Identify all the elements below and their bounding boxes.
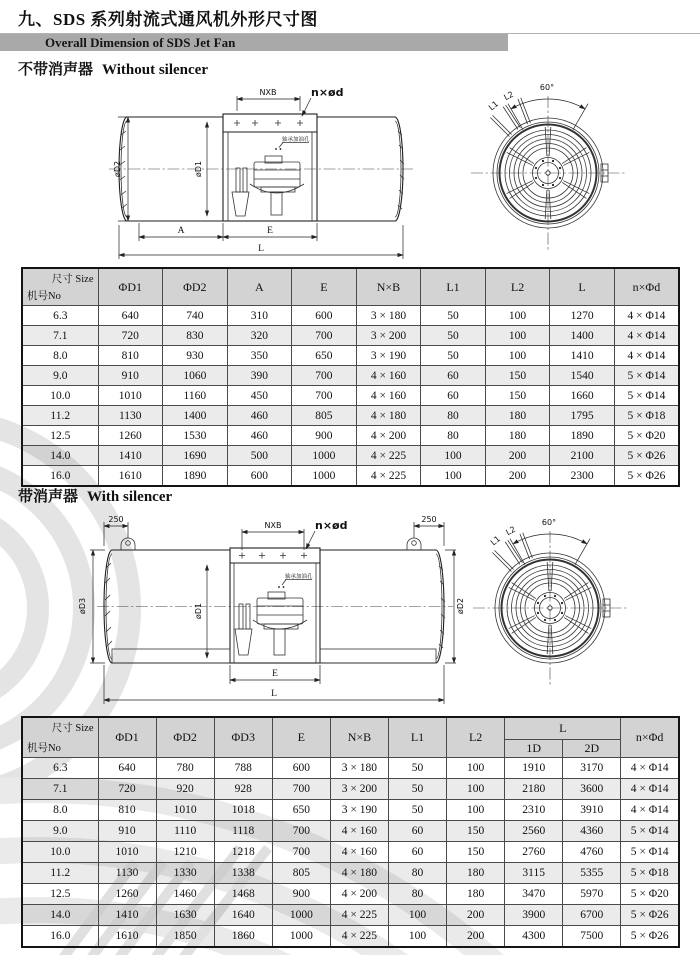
table-row bbox=[22, 842, 679, 863]
table-cell: 2310 bbox=[505, 800, 563, 821]
dim-label-l: L bbox=[271, 689, 277, 699]
table-cell: 460 bbox=[227, 426, 292, 446]
table-row bbox=[22, 863, 679, 884]
table-cell: 320 bbox=[227, 326, 292, 346]
table-cell: 1160 bbox=[163, 386, 228, 406]
table-cell: 3910 bbox=[563, 800, 621, 821]
table-cell: 4760 bbox=[563, 842, 621, 863]
table-cell: 5 × Φ18 bbox=[621, 863, 679, 884]
table-cell: 1890 bbox=[550, 426, 615, 446]
table-cell: 910 bbox=[98, 366, 163, 386]
column-header: n×Φd bbox=[614, 268, 679, 306]
table-cell: 80 bbox=[388, 863, 446, 884]
table-cell: 50 bbox=[388, 758, 446, 779]
table-cell: 5 × Φ14 bbox=[621, 821, 679, 842]
table-cell: 4 × 160 bbox=[356, 366, 421, 386]
dim-label-angle: 60° bbox=[539, 83, 555, 92]
flange-bolt-marks bbox=[234, 120, 303, 126]
flange-bolt-marks bbox=[239, 553, 307, 559]
table-cell: 650 bbox=[292, 346, 357, 366]
column-header-l-group: L bbox=[505, 717, 621, 740]
table-cell: 1910 bbox=[505, 758, 563, 779]
table-cell: 4 × Φ14 bbox=[614, 326, 679, 346]
table-row bbox=[22, 905, 679, 926]
table-cell: 460 bbox=[227, 406, 292, 426]
table-cell: 700 bbox=[272, 821, 330, 842]
table-cell: 80 bbox=[421, 406, 486, 426]
table-cell: 100 bbox=[485, 306, 550, 326]
table-cell: 4 × 180 bbox=[330, 863, 388, 884]
column-header: L bbox=[550, 268, 615, 306]
column-header: L1 bbox=[388, 717, 446, 758]
table-cell: 788 bbox=[214, 758, 272, 779]
table-cell: 1000 bbox=[292, 466, 357, 487]
dim-label-angle: 60° bbox=[541, 518, 557, 527]
table-cell: 11.2 bbox=[22, 863, 98, 884]
heading-zh: 不带消声器 bbox=[18, 62, 94, 78]
dim-label-phid2: øD2 bbox=[456, 597, 465, 615]
table-cell: 5 × Φ14 bbox=[614, 366, 679, 386]
dim-label-nxb: NXB bbox=[259, 88, 277, 97]
table-cell: 900 bbox=[292, 426, 357, 446]
table-cell: 5970 bbox=[563, 884, 621, 905]
table-cell: 930 bbox=[163, 346, 228, 366]
column-header: L2 bbox=[485, 268, 550, 306]
table-without-silencer bbox=[21, 267, 680, 487]
table-cell: 50 bbox=[421, 346, 486, 366]
table-cell: 4 × Φ14 bbox=[621, 779, 679, 800]
column-header: ΦD2 bbox=[156, 717, 214, 758]
table-cell: 2300 bbox=[550, 466, 615, 487]
table-cell: 5 × Φ26 bbox=[614, 466, 679, 487]
table-cell: 1795 bbox=[550, 406, 615, 426]
heading-zh: 带消声器 bbox=[18, 489, 79, 505]
side-view bbox=[97, 538, 453, 663]
table-cell: 180 bbox=[485, 406, 550, 426]
table-cell: 100 bbox=[447, 758, 505, 779]
front-view bbox=[473, 518, 627, 685]
table-cell: 920 bbox=[156, 779, 214, 800]
table-cell: 1640 bbox=[214, 905, 272, 926]
table-cell: 4 × 160 bbox=[356, 386, 421, 406]
table-cell: 910 bbox=[98, 821, 156, 842]
table-cell: 200 bbox=[447, 926, 505, 948]
table-cell: 12.5 bbox=[22, 884, 98, 905]
table-cell: 16.0 bbox=[22, 926, 98, 948]
corner-size-label: 尺寸 Size bbox=[51, 723, 94, 734]
table-cell: 3 × 200 bbox=[330, 779, 388, 800]
column-subheader-2d: 2D bbox=[563, 740, 621, 758]
table-row bbox=[22, 466, 679, 487]
table-cell: 1018 bbox=[214, 800, 272, 821]
table-cell: 450 bbox=[227, 386, 292, 406]
heading-en: With silencer bbox=[87, 489, 173, 505]
table-row bbox=[22, 779, 679, 800]
table-cell: 805 bbox=[272, 863, 330, 884]
table-cell: 1338 bbox=[214, 863, 272, 884]
table-cell: 7.1 bbox=[22, 326, 98, 346]
front-view bbox=[471, 83, 625, 250]
side-view-dimensions bbox=[113, 86, 403, 259]
column-header: E bbox=[292, 268, 357, 306]
table-cell: 1468 bbox=[214, 884, 272, 905]
table-cell: 1530 bbox=[163, 426, 228, 446]
table-cell: 1010 bbox=[98, 842, 156, 863]
table-cell: 1410 bbox=[98, 905, 156, 926]
table-cell: 16.0 bbox=[22, 466, 98, 487]
table-cell: 4 × 160 bbox=[330, 842, 388, 863]
table-row bbox=[22, 306, 679, 326]
table-cell: 5 × Φ20 bbox=[614, 426, 679, 446]
table-cell: 700 bbox=[272, 842, 330, 863]
table-row bbox=[22, 406, 679, 426]
table-cell: 4 × Φ14 bbox=[621, 758, 679, 779]
table-cell: 150 bbox=[485, 386, 550, 406]
table-cell: 180 bbox=[485, 426, 550, 446]
table-cell: 1610 bbox=[98, 466, 163, 487]
table-cell: 810 bbox=[98, 346, 163, 366]
table-cell: 700 bbox=[292, 366, 357, 386]
table-row bbox=[22, 326, 679, 346]
corner-no-label: 机号No bbox=[27, 291, 61, 302]
table-cell: 100 bbox=[421, 446, 486, 466]
table-corner-cell bbox=[22, 268, 98, 306]
table-cell: 100 bbox=[388, 926, 446, 948]
table-cell: 150 bbox=[485, 366, 550, 386]
table-cell: 4 × Φ14 bbox=[614, 306, 679, 326]
table-cell: 4 × 200 bbox=[356, 426, 421, 446]
table-corner-cell bbox=[22, 717, 98, 758]
table-cell: 2760 bbox=[505, 842, 563, 863]
table-cell: 700 bbox=[272, 779, 330, 800]
table-cell: 640 bbox=[98, 758, 156, 779]
dim-label-l1: L1 bbox=[489, 534, 503, 548]
table-cell: 100 bbox=[388, 905, 446, 926]
table-cell: 600 bbox=[227, 466, 292, 487]
table-cell: 1410 bbox=[550, 346, 615, 366]
dim-label-phid3: øD3 bbox=[78, 597, 87, 615]
column-header: A bbox=[227, 268, 292, 306]
table-cell: 10.0 bbox=[22, 842, 98, 863]
table-cell: 1000 bbox=[292, 446, 357, 466]
table-cell: 50 bbox=[388, 800, 446, 821]
table-cell: 60 bbox=[421, 366, 486, 386]
silencer-lining-right bbox=[320, 649, 436, 663]
table-cell: 8.0 bbox=[22, 346, 98, 366]
table-cell: 4 × Φ14 bbox=[614, 346, 679, 366]
table-cell: 720 bbox=[98, 779, 156, 800]
table-cell: 100 bbox=[485, 346, 550, 366]
bearing-oil-hole-label: 轴承加油孔 bbox=[285, 574, 313, 580]
table-cell: 3 × 180 bbox=[330, 758, 388, 779]
column-header: ΦD2 bbox=[163, 268, 228, 306]
table-cell: 700 bbox=[292, 386, 357, 406]
table-cell: 4 × 225 bbox=[356, 446, 421, 466]
bearing-oil-hole-label: 轴承加油孔 bbox=[282, 137, 310, 143]
heading-en: Without silencer bbox=[102, 62, 208, 78]
table-with-silencer bbox=[21, 716, 680, 948]
page-title: 九、SDS 系列射流式通风机外形尺寸图 bbox=[18, 10, 318, 29]
table-cell: 1000 bbox=[272, 926, 330, 948]
silencer-lining-left bbox=[112, 649, 230, 663]
table-cell: 3170 bbox=[563, 758, 621, 779]
table-row bbox=[22, 926, 679, 948]
table-row bbox=[22, 884, 679, 905]
table-cell: 200 bbox=[485, 466, 550, 487]
table-cell: 640 bbox=[98, 306, 163, 326]
table-cell: 4 × Φ14 bbox=[621, 800, 679, 821]
table-row bbox=[22, 386, 679, 406]
table-cell: 2560 bbox=[505, 821, 563, 842]
table-cell: 5 × Φ26 bbox=[621, 905, 679, 926]
english-banner: Overall Dimension of SDS Jet Fan bbox=[0, 34, 508, 51]
table-cell: 1860 bbox=[214, 926, 272, 948]
table-cell: 4 × 225 bbox=[330, 905, 388, 926]
table-row bbox=[22, 346, 679, 366]
dim-label-phid2: øD2 bbox=[113, 160, 122, 178]
table-cell: 4 × 160 bbox=[330, 821, 388, 842]
table-cell: 5 × Φ14 bbox=[621, 842, 679, 863]
table-cell: 1260 bbox=[98, 884, 156, 905]
table-cell: 3900 bbox=[505, 905, 563, 926]
column-header: N×B bbox=[356, 268, 421, 306]
table-cell: 50 bbox=[388, 779, 446, 800]
table-cell: 80 bbox=[388, 884, 446, 905]
table-cell: 4360 bbox=[563, 821, 621, 842]
table-cell: 1130 bbox=[98, 863, 156, 884]
corner-no-label: 机号No bbox=[27, 743, 61, 754]
table-cell: 11.2 bbox=[22, 406, 98, 426]
dim-label-lug-left: 250 bbox=[108, 515, 124, 524]
dim-label-e: E bbox=[272, 669, 278, 679]
table-cell: 3 × 180 bbox=[356, 306, 421, 326]
table-cell: 1110 bbox=[156, 821, 214, 842]
table-cell: 180 bbox=[447, 863, 505, 884]
bearing-oil-hole-callout bbox=[278, 572, 313, 588]
table-cell: 2180 bbox=[505, 779, 563, 800]
dim-label-phid1: øD1 bbox=[194, 602, 203, 620]
table-header-row bbox=[22, 268, 679, 306]
table-cell: 80 bbox=[421, 426, 486, 446]
table-cell: 1260 bbox=[98, 426, 163, 446]
table-cell: 3 × 190 bbox=[356, 346, 421, 366]
table-cell: 5 × Φ26 bbox=[621, 926, 679, 948]
dim-label-nxb: NXB bbox=[264, 521, 282, 530]
table-cell: 740 bbox=[163, 306, 228, 326]
column-header: ΦD1 bbox=[98, 717, 156, 758]
table-cell: 1690 bbox=[163, 446, 228, 466]
with-silencer-drawing bbox=[55, 508, 700, 708]
table-cell: 100 bbox=[421, 466, 486, 487]
table-header-row bbox=[22, 717, 679, 740]
table-cell: 310 bbox=[227, 306, 292, 326]
table-cell: 8.0 bbox=[22, 800, 98, 821]
table-cell: 100 bbox=[447, 779, 505, 800]
bearing-oil-hole-callout bbox=[275, 135, 310, 150]
table-cell: 1410 bbox=[98, 446, 163, 466]
table-cell: 3 × 190 bbox=[330, 800, 388, 821]
table-cell: 390 bbox=[227, 366, 292, 386]
table-cell: 60 bbox=[421, 386, 486, 406]
table-cell: 350 bbox=[227, 346, 292, 366]
table-cell: 1218 bbox=[214, 842, 272, 863]
table-cell: 4 × 200 bbox=[330, 884, 388, 905]
dim-label-phid1: øD1 bbox=[194, 160, 203, 178]
table-cell: 1000 bbox=[272, 905, 330, 926]
table-cell: 1010 bbox=[98, 386, 163, 406]
table-cell: 10.0 bbox=[22, 386, 98, 406]
table-cell: 650 bbox=[272, 800, 330, 821]
table-cell: 1850 bbox=[156, 926, 214, 948]
table-cell: 830 bbox=[163, 326, 228, 346]
dim-label-e: E bbox=[267, 226, 273, 236]
table-cell: 1210 bbox=[156, 842, 214, 863]
table-cell: 5 × Φ18 bbox=[614, 406, 679, 426]
table-cell: 14.0 bbox=[22, 446, 98, 466]
table-cell: 1400 bbox=[163, 406, 228, 426]
table-cell: 1610 bbox=[98, 926, 156, 948]
table-cell: 1400 bbox=[550, 326, 615, 346]
table-cell: 3115 bbox=[505, 863, 563, 884]
table-cell: 1010 bbox=[156, 800, 214, 821]
table-cell: 600 bbox=[292, 306, 357, 326]
table-cell: 720 bbox=[98, 326, 163, 346]
table-cell: 200 bbox=[447, 905, 505, 926]
table-cell: 4 × 225 bbox=[330, 926, 388, 948]
table-cell: 200 bbox=[485, 446, 550, 466]
table-cell: 3 × 200 bbox=[356, 326, 421, 346]
table-cell: 900 bbox=[272, 884, 330, 905]
table-cell: 4 × 225 bbox=[356, 466, 421, 487]
table-cell: 5355 bbox=[563, 863, 621, 884]
corner-size-label: 尺寸 Size bbox=[51, 274, 94, 285]
table-cell: 60 bbox=[388, 821, 446, 842]
table-cell: 1460 bbox=[156, 884, 214, 905]
table-cell: 7500 bbox=[563, 926, 621, 948]
table-cell: 700 bbox=[292, 326, 357, 346]
dim-label-l: L bbox=[258, 244, 264, 254]
dim-label-l2: L2 bbox=[504, 524, 518, 538]
table-row bbox=[22, 800, 679, 821]
table-cell: 1060 bbox=[163, 366, 228, 386]
table-cell: 9.0 bbox=[22, 821, 98, 842]
table-row bbox=[22, 446, 679, 466]
table-cell: 1630 bbox=[156, 905, 214, 926]
table-cell: 1660 bbox=[550, 386, 615, 406]
side-view bbox=[109, 114, 413, 221]
dim-label-n-phid: n×ød bbox=[311, 86, 344, 99]
table-cell: 3600 bbox=[563, 779, 621, 800]
table-cell: 6700 bbox=[563, 905, 621, 926]
table-cell: 60 bbox=[388, 842, 446, 863]
column-header: N×B bbox=[330, 717, 388, 758]
table-cell: 100 bbox=[485, 326, 550, 346]
column-subheader-1d: 1D bbox=[505, 740, 563, 758]
table-cell: 14.0 bbox=[22, 905, 98, 926]
table-cell: 4300 bbox=[505, 926, 563, 948]
table-cell: 6.3 bbox=[22, 306, 98, 326]
column-header: L1 bbox=[421, 268, 486, 306]
dim-label-lug-right: 250 bbox=[421, 515, 437, 524]
dim-label-l1: L1 bbox=[487, 99, 501, 113]
section-heading-with-silencer bbox=[18, 485, 172, 506]
table-cell: 3470 bbox=[505, 884, 563, 905]
table-row bbox=[22, 758, 679, 779]
table-cell: 928 bbox=[214, 779, 272, 800]
table-cell: 1890 bbox=[163, 466, 228, 487]
motor-assembly bbox=[235, 592, 307, 655]
table-cell: 2100 bbox=[550, 446, 615, 466]
dim-label-a: A bbox=[177, 226, 185, 236]
column-header: n×Φd bbox=[621, 717, 679, 758]
table-row bbox=[22, 821, 679, 842]
table-cell: 5 × Φ20 bbox=[621, 884, 679, 905]
table-cell: 7.1 bbox=[22, 779, 98, 800]
table-cell: 780 bbox=[156, 758, 214, 779]
dim-label-n-phid: n×ød bbox=[315, 519, 348, 532]
table-cell: 50 bbox=[421, 326, 486, 346]
table-cell: 150 bbox=[447, 821, 505, 842]
column-header: ΦD3 bbox=[214, 717, 272, 758]
table-cell: 5 × Φ14 bbox=[614, 386, 679, 406]
table-cell: 810 bbox=[98, 800, 156, 821]
table-cell: 500 bbox=[227, 446, 292, 466]
column-header: E bbox=[272, 717, 330, 758]
dim-label-l2: L2 bbox=[502, 89, 516, 103]
table-cell: 12.5 bbox=[22, 426, 98, 446]
table-cell: 6.3 bbox=[22, 758, 98, 779]
table-cell: 1540 bbox=[550, 366, 615, 386]
table-row bbox=[22, 366, 679, 386]
table-cell: 50 bbox=[421, 306, 486, 326]
table-cell: 180 bbox=[447, 884, 505, 905]
table-row bbox=[22, 426, 679, 446]
table-cell: 4 × 180 bbox=[356, 406, 421, 426]
column-header: ΦD1 bbox=[98, 268, 163, 306]
without-silencer-drawing bbox=[55, 75, 700, 267]
column-header: L2 bbox=[447, 717, 505, 758]
table-cell: 1130 bbox=[98, 406, 163, 426]
table-cell: 150 bbox=[447, 842, 505, 863]
table-cell: 600 bbox=[272, 758, 330, 779]
table-cell: 1330 bbox=[156, 863, 214, 884]
table-cell: 5 × Φ26 bbox=[614, 446, 679, 466]
table-cell: 1270 bbox=[550, 306, 615, 326]
table-cell: 9.0 bbox=[22, 366, 98, 386]
table-cell: 100 bbox=[447, 800, 505, 821]
table-cell: 805 bbox=[292, 406, 357, 426]
table-cell: 1118 bbox=[214, 821, 272, 842]
motor-assembly bbox=[232, 156, 304, 216]
